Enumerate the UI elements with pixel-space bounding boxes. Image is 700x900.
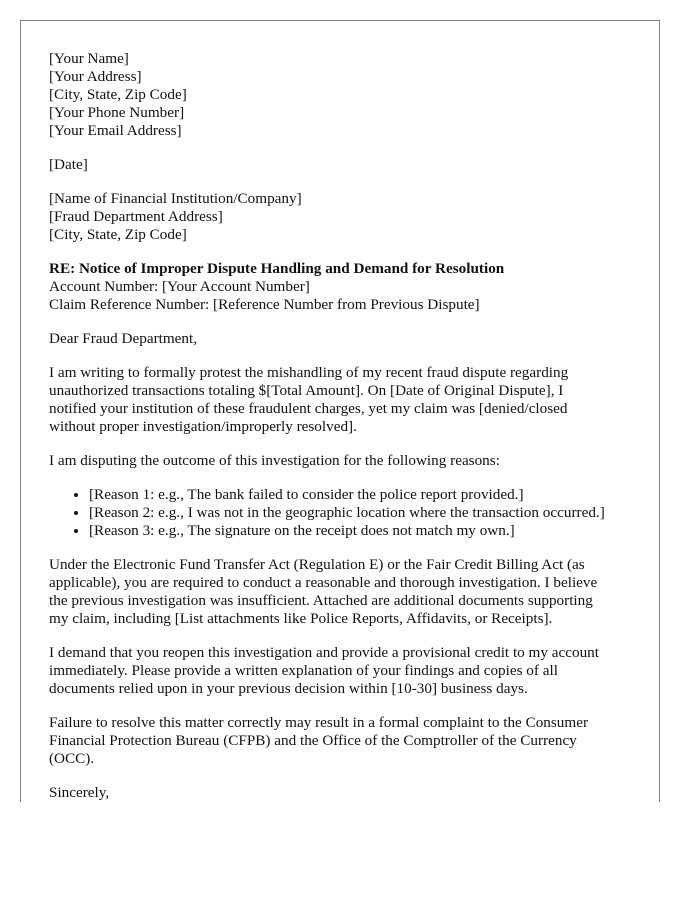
intro-line: without proper investigation/improperly resolved]. xyxy=(49,418,357,435)
sender-phone: [Your Phone Number] xyxy=(49,104,185,121)
recipient-address: [Fraud Department Address] xyxy=(49,208,223,225)
salutation: Dear Fraud Department, xyxy=(49,330,198,347)
legal-line: the previous investigation was insufficient. Attached are additional documents supporting xyxy=(49,592,593,609)
closing: Sincerely, xyxy=(49,784,110,801)
sender-block xyxy=(49,50,649,140)
reasons-list xyxy=(49,486,649,540)
reasons-intro-paragraph xyxy=(49,452,649,470)
sender-email: [Your Email Address] xyxy=(49,122,182,139)
recipient-city-state-zip: [City, State, Zip Code] xyxy=(49,226,187,243)
subject-line: RE: Notice of Improper Dispute Handling and Demand for Resolution xyxy=(49,260,505,277)
reason-item: • [Reason 2: e.g., I was not in the geographic location where the transaction occurred.] xyxy=(89,504,649,522)
reasons-intro: I am disputing the outcome of this investigation for the following reasons: xyxy=(49,452,500,469)
intro-line: I am writing to formally protest the mishandling of my recent fraud dispute regarding xyxy=(49,364,569,381)
letter-page xyxy=(20,20,660,802)
date-block xyxy=(49,156,649,174)
demand-line: I demand that you reopen this investigation and provide a provisional credit to my account xyxy=(49,644,599,661)
intro-line: unauthorized transactions totaling $[Total Amount]. On [Date of Original Dispute], I xyxy=(49,382,564,399)
demand-line: immediately. Please provide a written explanation of your findings and copies of all xyxy=(49,662,558,679)
recipient-name: [Name of Financial Institution/Company] xyxy=(49,190,302,207)
sender-name: [Your Name] xyxy=(49,50,129,67)
warning-line: (OCC). xyxy=(49,750,95,767)
subject-block xyxy=(49,260,649,314)
reason-item: • [Reason 1: e.g., The bank failed to consider the police report provided.] xyxy=(89,486,649,504)
intro-line: notified your institution of these fraudulent charges, yet my claim was [denied/closed xyxy=(49,400,568,417)
account-number-line: Account Number: [Your Account Number] xyxy=(49,278,310,295)
sender-city-state-zip: [City, State, Zip Code] xyxy=(49,86,187,103)
legal-line: Under the Electronic Fund Transfer Act (Regulation E) or the Fair Credit Billing Act (as xyxy=(49,556,585,573)
warning-line: Failure to resolve this matter correctly may result in a formal complaint to the Consumer xyxy=(49,714,589,731)
legal-paragraph xyxy=(49,556,649,628)
warning-paragraph xyxy=(49,714,649,768)
letter-date: [Date] xyxy=(49,156,88,173)
legal-line: my claim, including [List attachments like Police Reports, Affidavits, or Receipts]. xyxy=(49,610,553,627)
closing-block xyxy=(49,784,649,802)
legal-line: applicable), you are required to conduct a reasonable and thorough investigation. I believe xyxy=(49,574,598,591)
claim-reference-line: Claim Reference Number: [Reference Number from Previous Dispute] xyxy=(49,296,480,313)
intro-paragraph xyxy=(49,364,649,436)
demand-line: documents relied upon in your previous decision within [10-30] business days. xyxy=(49,680,528,697)
reason-item: • [Reason 3: e.g., The signature on the receipt does not match my own.] xyxy=(89,522,649,540)
sender-address: [Your Address] xyxy=(49,68,142,85)
recipient-block xyxy=(49,190,649,244)
demand-paragraph xyxy=(49,644,649,698)
letter-content xyxy=(49,50,649,802)
warning-line: Financial Protection Bureau (CFPB) and the Office of the Comptroller of the Currency xyxy=(49,732,577,749)
salutation-block xyxy=(49,330,649,348)
